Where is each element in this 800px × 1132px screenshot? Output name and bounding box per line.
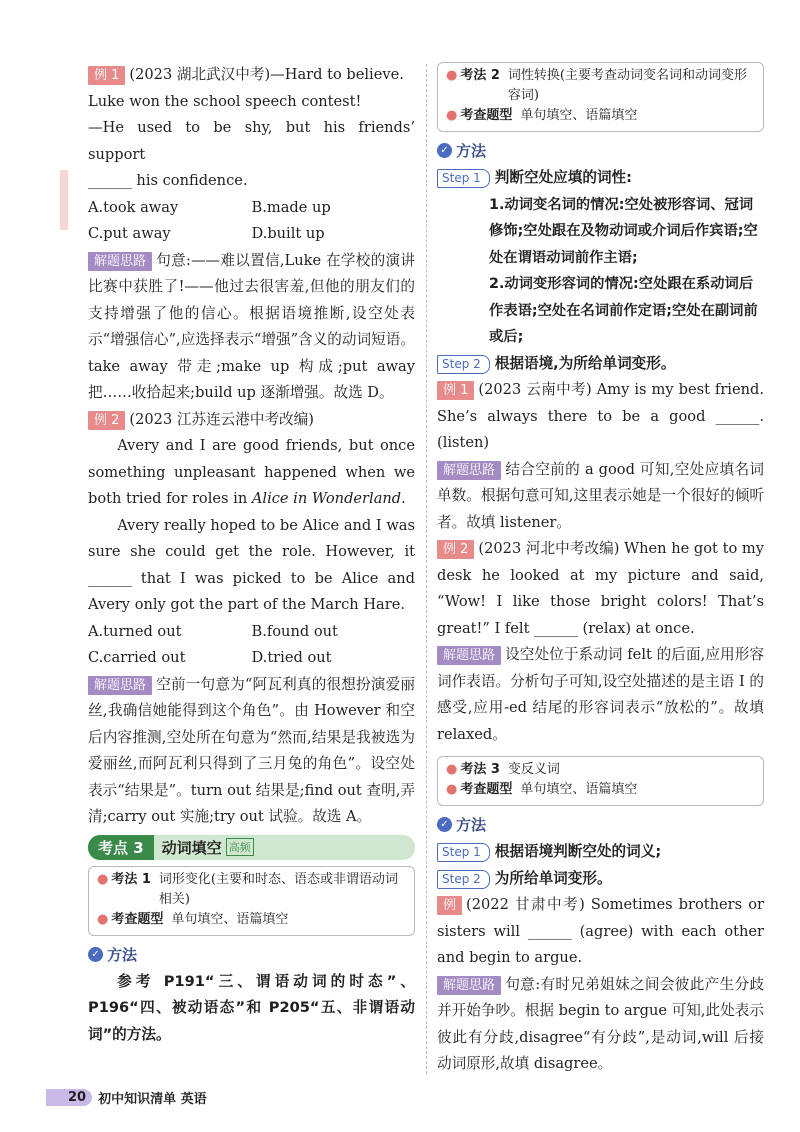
check-icon: ✓ (437, 143, 452, 158)
bullet-icon: ● (446, 762, 458, 777)
option: A.took away (88, 198, 179, 216)
r-ex1-analysis: 解题思路 结合空前的 a good 可知,空处应填名词单数。根据句意可知,这里表示她是一个很好的倾听者。故填 listener。 (437, 460, 764, 531)
left-column (88, 62, 415, 1048)
column-divider (426, 64, 427, 1074)
step-badge: Step 2 (437, 355, 490, 374)
ex2-para1: Avery and I are good friends, but once something unpleasant happened when we both tried for roles in Alice in Wonderland. (88, 437, 415, 507)
step-badge: Step 2 (437, 870, 490, 889)
page-number: 20 (46, 1089, 92, 1106)
step-badge: Step 1 (437, 843, 490, 862)
check-icon: ✓ (437, 817, 452, 832)
bullet-icon: ● (446, 782, 458, 797)
margin-strip (60, 170, 68, 230)
option: C.put away (88, 225, 171, 242)
ex1-line2: Luke won the school speech contest! (88, 92, 362, 110)
r-ex3-text: 例 (2022 甘肃中考) Sometimes brothers or sisters will ______ (agree) with each other and begin to argue. (437, 896, 764, 966)
ex1-line1: 例 1 (2023 湖北武汉中考)—Hard to believe. (88, 62, 415, 89)
method-box: ● 考法 2 词性转换(主要考查动词变名词和动词变形容词) ● 考查题型 单句填空、语篇填空 (437, 62, 764, 132)
method-heading: ✓ 方法 (88, 944, 415, 965)
method-text: 参考 P191“三、谓语动词的时态”、P196“四、被动语态”和 P205“五、非谓语动词”的方法。 (88, 972, 415, 1043)
m2-step-1: Step 1 根据语境判断空处的词义; (437, 839, 764, 866)
ex2-header: 例 2 (2023 江苏连云港中考改编) (88, 407, 415, 434)
step-badge: Step 1 (437, 169, 490, 188)
bullet-icon: ● (446, 108, 458, 123)
frequency-badge: 高频 (226, 838, 254, 856)
example-tag: 例 2 (88, 411, 125, 430)
step-2: Step 2 根据语境,为所给单词变形。 (437, 351, 764, 378)
bullet-icon: ● (97, 871, 109, 887)
r-ex2-text: 例 2 (2023 河北中考改编) When he got to my desk he looked at my picture and said, “Wow! I like those bright colors! That’s great!” I felt ______ (relax) at once. (437, 540, 764, 637)
analysis-tag: 解题思路 (88, 676, 152, 695)
right-column (437, 62, 764, 1078)
check-icon: ✓ (88, 947, 103, 962)
option: A.turned out (88, 622, 182, 640)
method-heading: ✓ 方法 (437, 140, 764, 161)
page-footer (46, 1088, 207, 1107)
example-tag: 例 (437, 896, 462, 915)
bullet-icon: ● (446, 68, 458, 83)
option: D.tried out (251, 649, 332, 666)
ex1-analysis: 解题思路 句意:——难以置信,Luke 在学校的演讲比赛中获胜了!——他过去很害羞,但他的朋友们的支持增强了他的信心。根据语境推断,设空处表示“增强信心”,应选择表示“增强”含义的动词短语。take away 带走;make up 构成;put away 把……收拾起来;build up 逐渐增强。故选 D。 (88, 251, 415, 401)
example-tag: 例 1 (437, 381, 474, 400)
r-ex1-text: 例 1 (2023 云南中考) Amy is my best friend. She’s always there to be a good ______.(listen) (437, 381, 764, 451)
method-box: ● 考法 1 词形变化(主要和时态、语态或非谓语动词相关) ● 考查题型 单句填空、语篇填空 (88, 866, 415, 936)
analysis-tag: 解题思路 (437, 646, 501, 665)
r-ex2-analysis: 解题思路 设空处位于系动词 felt 的后面,应用形容词作表语。分析句子可知,设空处描述的是主语 I 的感受,应用-ed 结尾的形容词表示“放松的”。故填 relaxed。 (437, 646, 764, 743)
key-point-label: 考点 3 (88, 835, 154, 860)
ex2-para2: Avery really hoped to be Alice and I was sure she could get the role. However, it ______ that I was picked to be Alice and Avery only got the part of the March Hare. (88, 516, 415, 613)
analysis-tag: 解题思路 (437, 461, 501, 480)
analysis-tag: 解题思路 (88, 252, 152, 271)
book-title: 初中知识清单 英语 (98, 1092, 207, 1107)
option: C.carried out (88, 649, 186, 666)
step-1-sub2: 2.动词变形容词的情况:空处跟在系动词后作表语;空处在名词前作定语;空处在副词前或后; (489, 276, 758, 345)
step-1: Step 1 判断空处应填的词性: (437, 165, 764, 192)
example-tag: 例 1 (88, 66, 125, 85)
ex2-options (88, 619, 415, 672)
ex1-options (88, 195, 415, 248)
step-1-sub1: 1.动词变名词的情况:空处被形容词、冠词修饰;空处跟在及物动词或介词后作宾语;空处在谓语动词前作主语; (489, 196, 758, 266)
analysis-tag: 解题思路 (437, 976, 501, 995)
method-box: ● 考法 3 变反义词 ● 考查题型 单句填空、语篇填空 (437, 756, 764, 806)
r-ex3-analysis: 解题思路 句意:有时兄弟姐妹之间会彼此产生分歧并开始争吵。根据 begin to argue 可知,此处表示彼此有分歧,disagree“有分歧”,是动词,will 后接动词原形,故填 disagree。 (437, 975, 764, 1072)
option: D.built up (251, 225, 325, 242)
m2-step-2: Step 2 为所给单词变形。 (437, 866, 764, 893)
example-tag: 例 2 (437, 540, 474, 559)
ex1-line3: —He used to be shy, but his friends’ support (88, 119, 415, 163)
option: B.made up (251, 198, 331, 216)
ex2-analysis: 解题思路 空前一句意为“阿瓦利真的很想扮演爱丽丝,我确信她能得到这个角色”。由 However 和空后内容推测,空处所在句意为“然而,结果是我被选为爱丽丝,而阿瓦利只得到了三月兔的角色”。设空处表示“结果是”。turn out 结果是;find out 查明,弄清;carry out 实施;try out 试验。故选 A。 (88, 675, 415, 825)
bullet-icon: ● (97, 911, 109, 927)
method-heading: ✓ 方法 (437, 814, 764, 835)
option: B.found out (251, 622, 338, 640)
key-point-header (88, 835, 415, 860)
key-point-title: 动词填空 (161, 838, 222, 857)
ex1-line4: ______ his confidence. (88, 172, 248, 189)
